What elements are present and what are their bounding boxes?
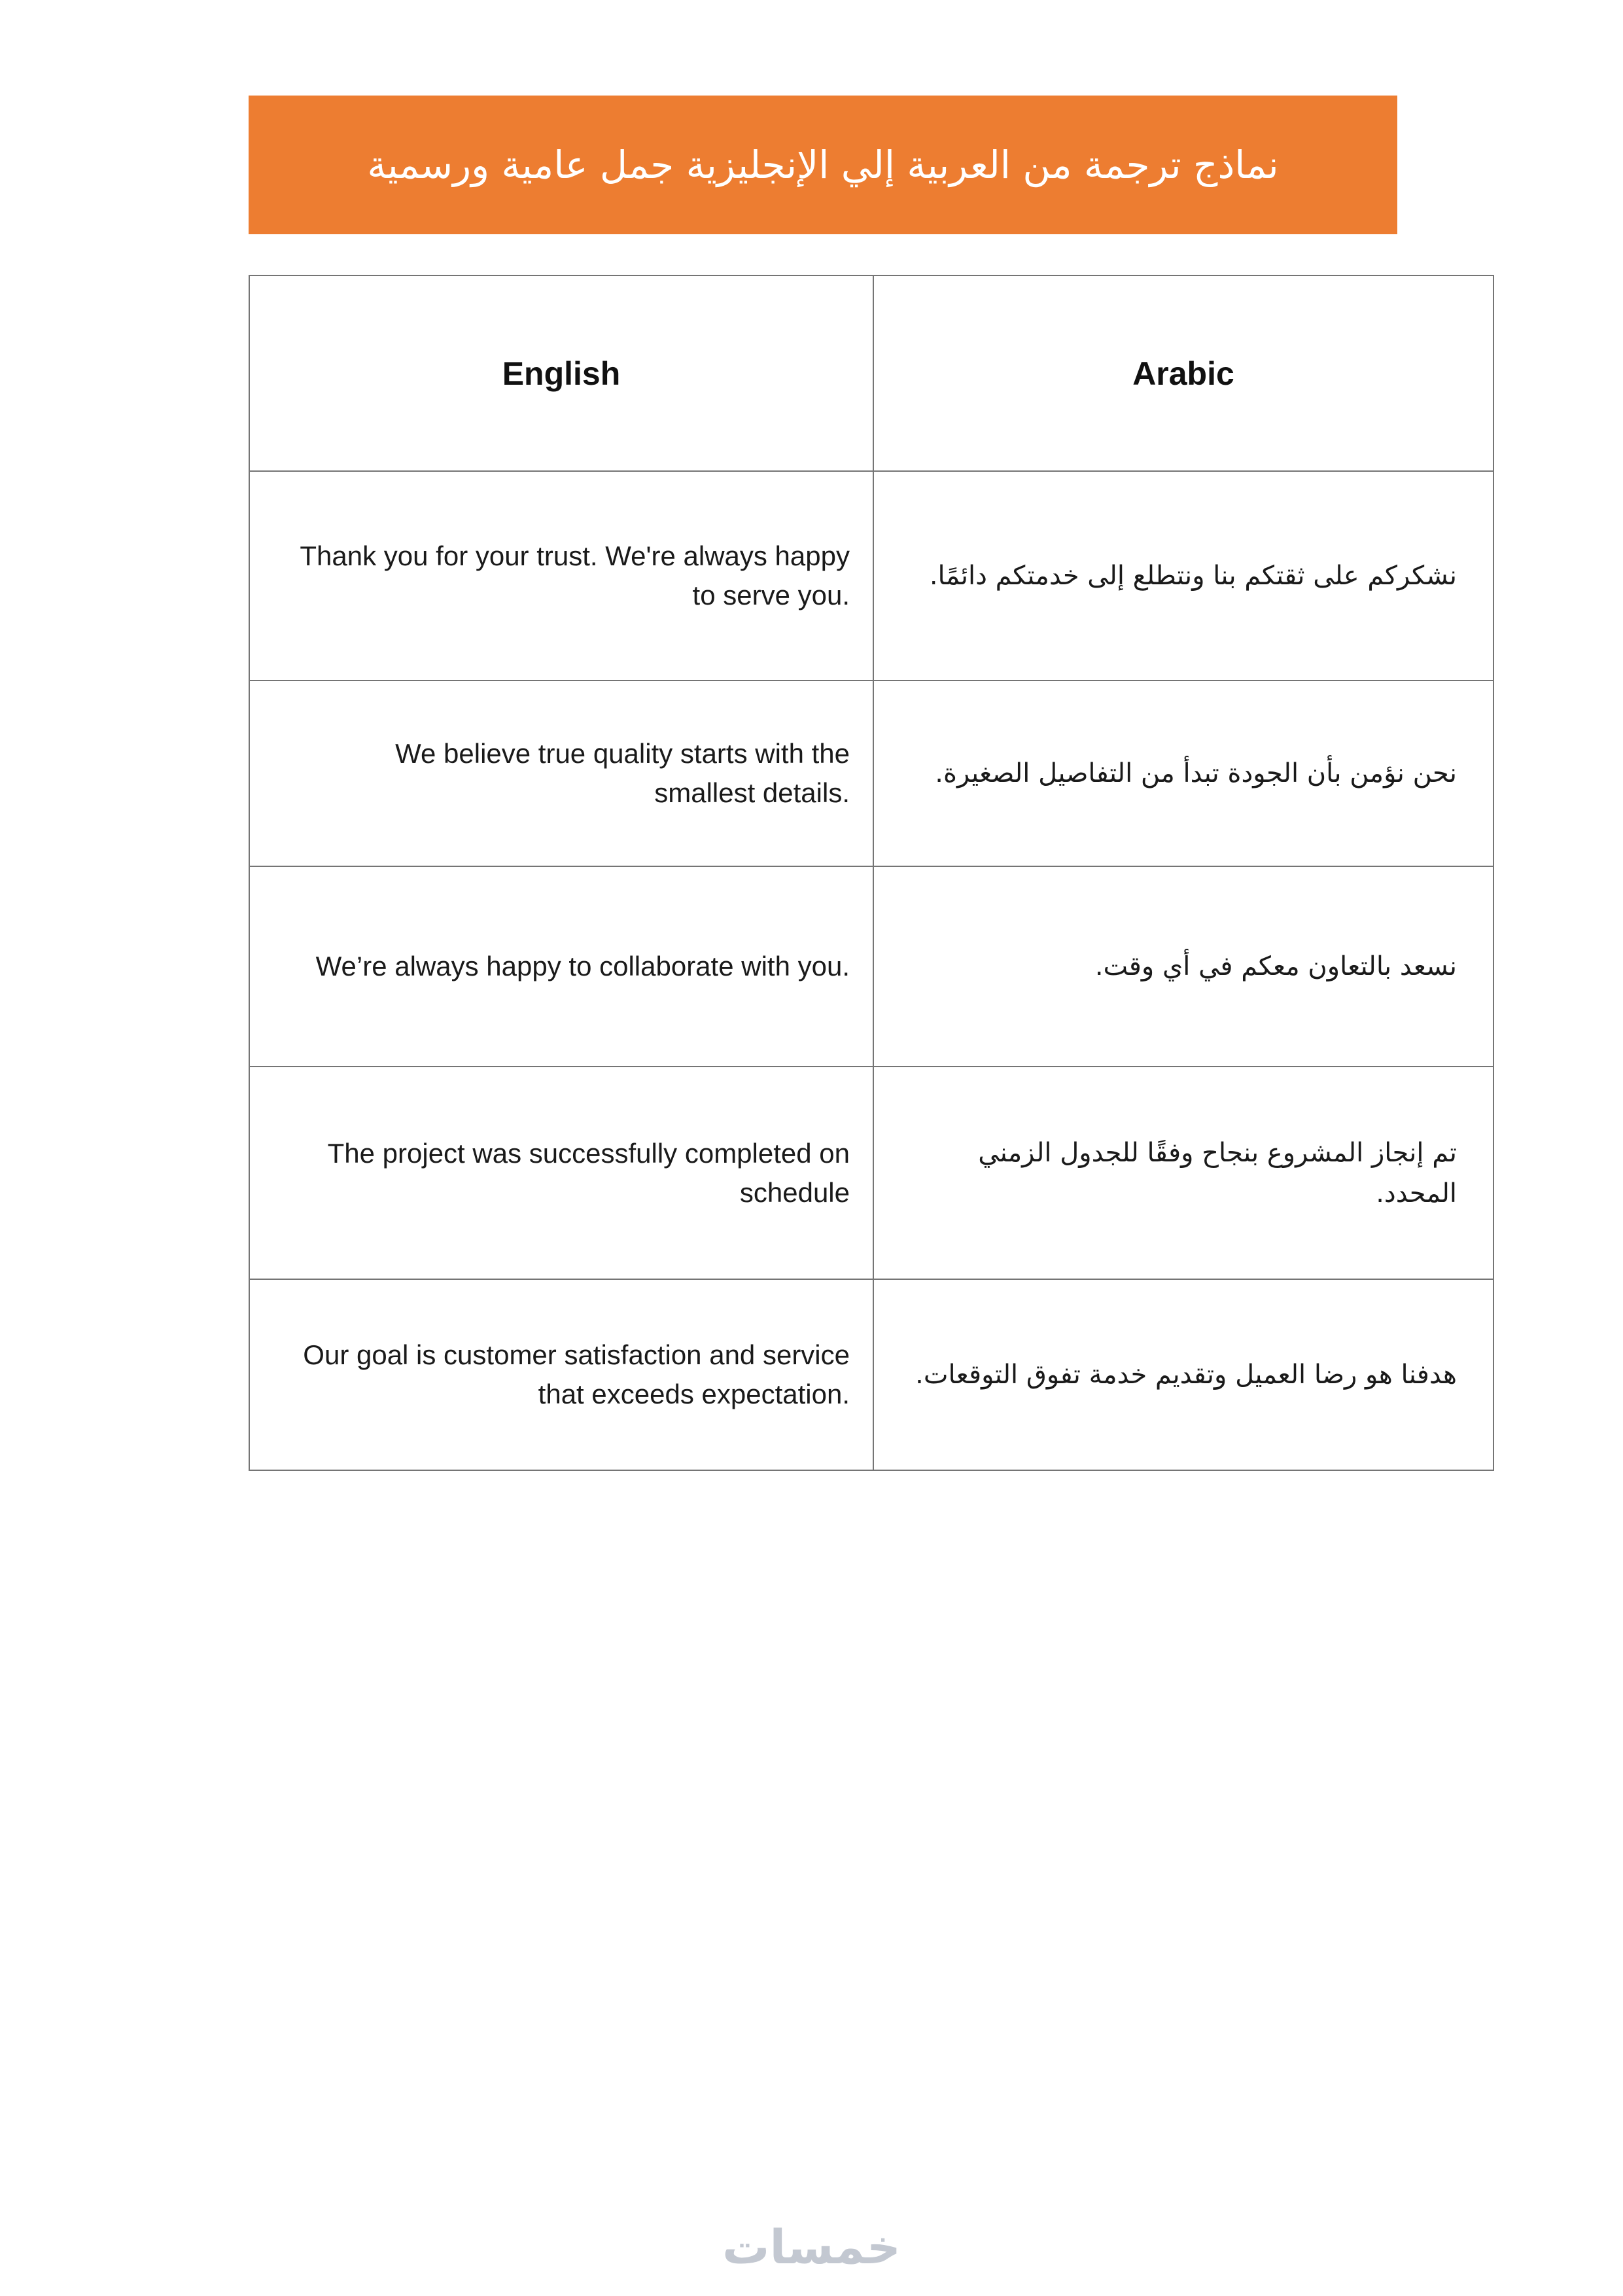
column-header-english: English	[249, 275, 873, 471]
table-row	[249, 680, 1493, 866]
translation-table	[249, 275, 1494, 1471]
title-banner	[249, 96, 1397, 234]
table-row	[249, 1067, 1493, 1279]
arabic-cell: هدفنا هو رضا العميل وتقديم خدمة تفوق التوقعات.	[873, 1279, 1493, 1470]
english-cell: Thank you for your trust. We're always happy to serve you.	[249, 471, 873, 680]
english-cell: The project was successfully completed on schedule	[249, 1067, 873, 1279]
arabic-cell: نسعد بالتعاون معكم في أي وقت.	[873, 866, 1493, 1067]
table-header-row	[249, 275, 1493, 471]
table-row	[249, 1279, 1493, 1470]
column-header-arabic: Arabic	[873, 275, 1493, 471]
khamsat-watermark-logo: خمسات	[722, 2219, 901, 2274]
english-cell: Our goal is customer satisfaction and service that exceeds expectation.	[249, 1279, 873, 1470]
document-title: نماذج ترجمة من العربية إلي الإنجليزية جمل عامية ورسمية	[367, 143, 1279, 187]
arabic-cell: نحن نؤمن بأن الجودة تبدأ من التفاصيل الصغيرة.	[873, 680, 1493, 866]
table-row	[249, 866, 1493, 1067]
english-cell: We believe true quality starts with the smallest details.	[249, 680, 873, 866]
arabic-cell: تم إنجاز المشروع بنجاح وفقًا للجدول الزمني المحدد.	[873, 1067, 1493, 1279]
table-row	[249, 471, 1493, 680]
arabic-cell: نشكركم على ثقتكم بنا ونتطلع إلى خدمتكم دائمًا.	[873, 471, 1493, 680]
english-cell: We’re always happy to collaborate with you.	[249, 866, 873, 1067]
